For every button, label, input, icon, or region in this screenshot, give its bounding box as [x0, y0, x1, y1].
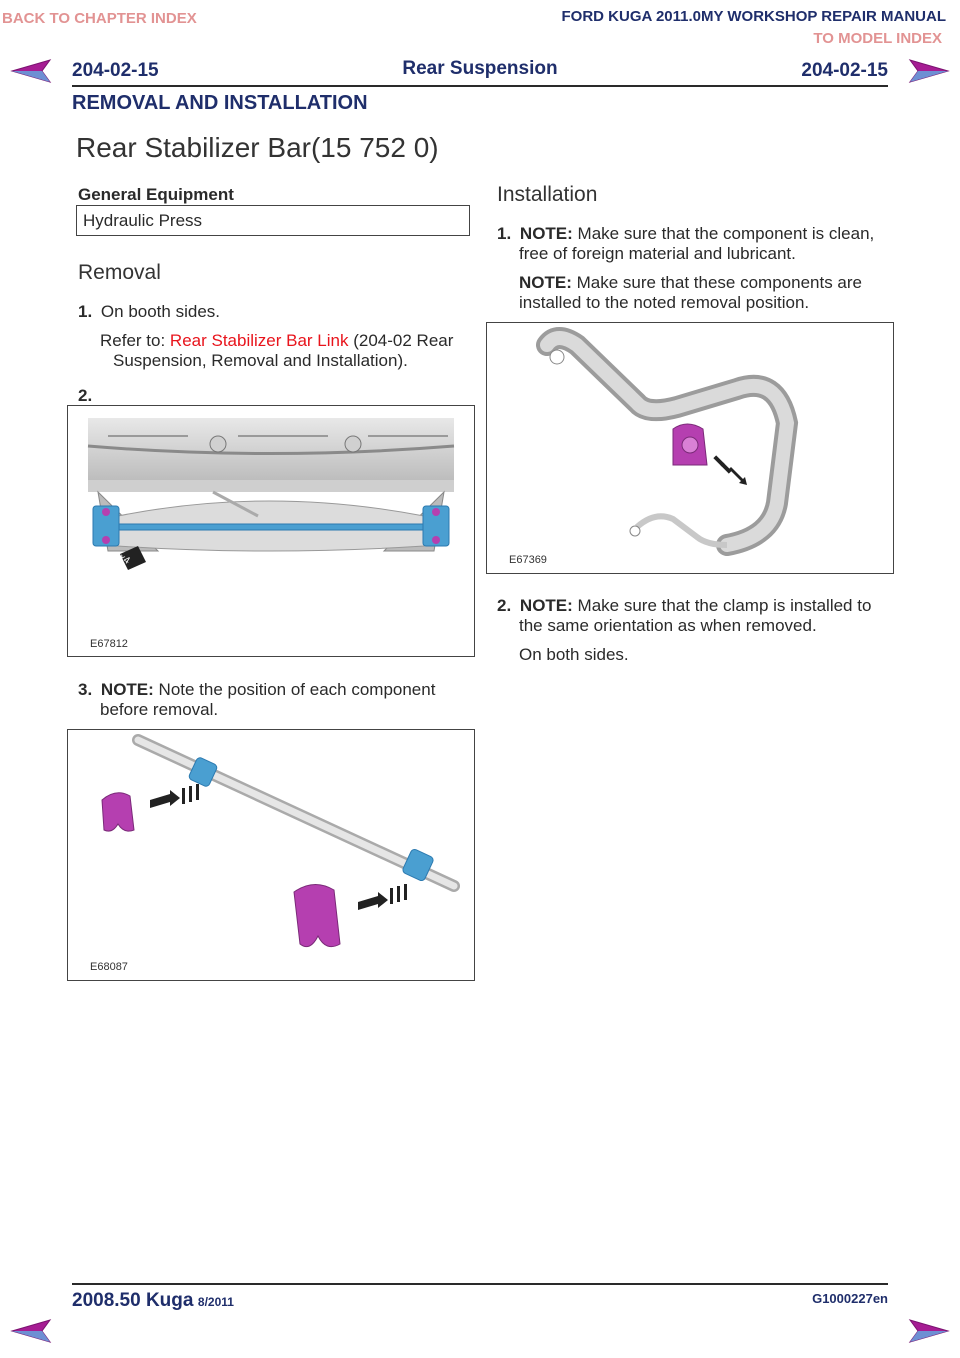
note-text-cont: before removal. — [100, 700, 219, 719]
note-text-cont: the same orientation as when removed. — [519, 616, 817, 635]
document-title: Rear Stabilizer Bar(15 752 0) — [76, 132, 439, 163]
callout-x4: x4 — [116, 552, 132, 567]
figure-e68087 — [67, 729, 475, 981]
stabilizer-bar-install-illustration — [487, 323, 893, 573]
installation-heading: Installation — [497, 183, 598, 206]
step-number: 2. — [497, 596, 512, 615]
removal-step-2-number: 2. — [78, 386, 93, 405]
header-rule — [72, 85, 888, 87]
note-text-cont: free of foreign material and lubricant. — [519, 244, 796, 263]
note-text: Make sure that the clamp is installed to — [572, 596, 872, 615]
manual-title: FORD KUGA 2011.0MY WORKSHOP REPAIR MANUAL — [561, 8, 946, 25]
installation-step-1 — [497, 224, 874, 244]
figure-code: E67812 — [90, 638, 128, 650]
step-text: On booth sides. — [100, 302, 220, 321]
general-equipment-heading: General Equipment — [78, 185, 234, 204]
note-label: NOTE: — [100, 680, 154, 699]
refer-suffix-cont: Suspension, Removal and Installation). — [113, 351, 408, 370]
removal-step-1 — [78, 302, 220, 322]
refer-suffix: (204-02 Rear — [348, 331, 454, 350]
note-label: NOTE: — [519, 273, 572, 292]
step-number: 1. — [78, 302, 93, 321]
footer-rule — [72, 1283, 888, 1285]
note-label: NOTE: — [519, 596, 573, 615]
page-number-left: 204-02-15 — [72, 60, 159, 81]
page-number-right: 204-02-15 — [801, 60, 888, 81]
refer-prefix: Refer to: — [100, 331, 170, 350]
rear-axle-illustration — [68, 406, 474, 656]
figure-e67812 — [67, 405, 475, 657]
footer-model-name: 2008.50 Kuga — [72, 1290, 194, 1311]
refer-to — [100, 331, 480, 351]
note-text: Make sure that the component is clean, — [572, 224, 875, 243]
step-number: 1. — [497, 224, 512, 243]
removal-step-3 — [78, 680, 435, 700]
page-subtitle: REMOVAL AND INSTALLATION — [72, 92, 368, 114]
note-text: Note the position of each component — [153, 680, 436, 699]
note-text: Make sure that these components are — [571, 273, 862, 292]
note-label: NOTE: — [519, 224, 573, 243]
back-to-chapter-index-link[interactable]: BACK TO CHAPTER INDEX — [2, 10, 197, 27]
rear-stabilizer-bar-link[interactable]: Rear Stabilizer Bar Link — [169, 331, 349, 350]
installation-note-2 — [519, 273, 862, 293]
next-page-arrow-icon[interactable] — [906, 1318, 950, 1344]
stabilizer-bar-clamps-illustration — [68, 730, 474, 980]
footer-code: G1000227en — [812, 1291, 888, 1306]
step-text: On both sides. — [519, 645, 629, 664]
to-model-index-link[interactable]: TO MODEL INDEX — [813, 30, 942, 47]
section-title: Rear Suspension — [402, 58, 558, 79]
previous-page-arrow-icon[interactable] — [10, 1318, 54, 1344]
installation-step-2 — [497, 596, 871, 616]
figure-e67369 — [486, 322, 894, 574]
footer-model — [72, 1290, 234, 1312]
footer-date: 8/2011 — [197, 1295, 234, 1309]
equipment-item: Hydraulic Press — [76, 205, 470, 236]
note-text-cont: installed to the noted removal position. — [519, 293, 810, 312]
figure-code: E68087 — [90, 961, 128, 973]
step-number: 3. — [78, 680, 93, 699]
figure-code: E67369 — [509, 554, 547, 566]
removal-heading: Removal — [78, 261, 161, 284]
